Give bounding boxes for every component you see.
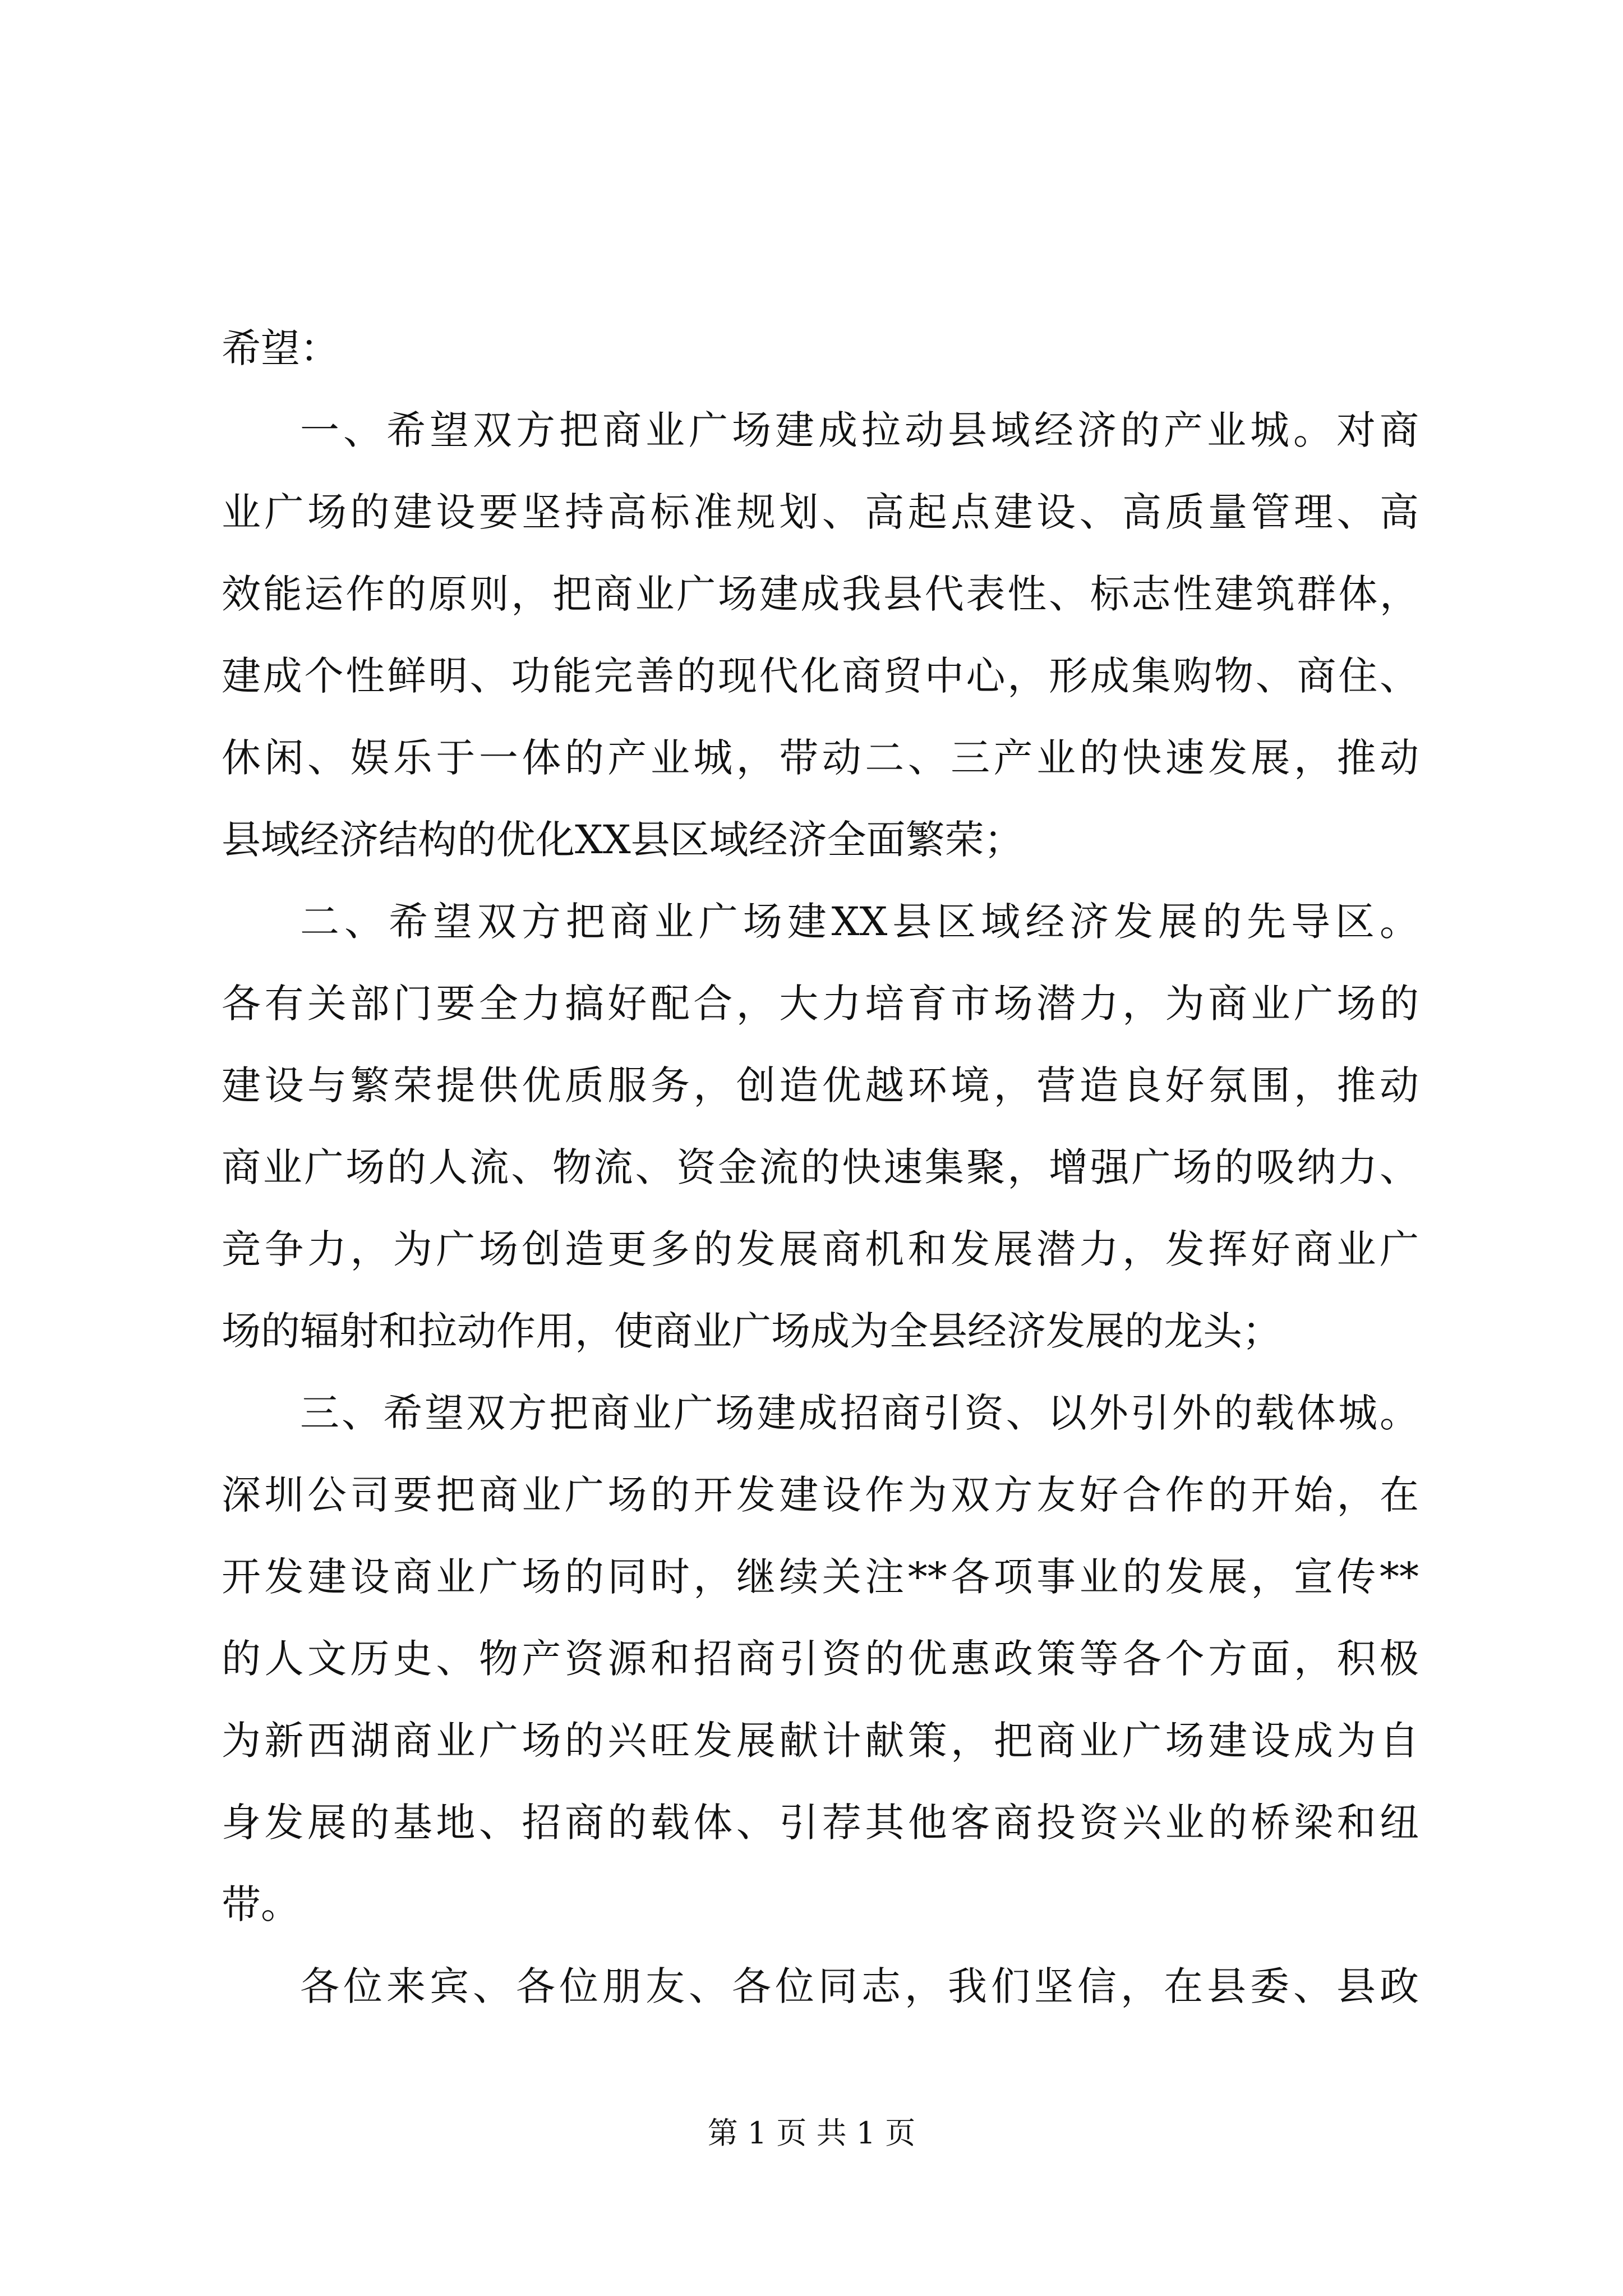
text-line: 竞争力，为广场创造更多的发展商机和发展潜力，发挥好商业广 xyxy=(222,1226,1419,1272)
text-line: 希望： xyxy=(222,325,339,371)
text-line: 建成个性鲜明、功能完善的现代化商贸中心，形成集购物、商住、 xyxy=(222,653,1419,699)
document-body xyxy=(222,307,1419,2027)
text-line: 身发展的基地、招商的载体、引荐其他客商投资兴业的桥梁和纽 xyxy=(222,1800,1419,1846)
text-line: 为新西湖商业广场的兴旺发展献计献策，把商业广场建设成为自 xyxy=(222,1718,1419,1764)
paragraph-4-line: 各位来宾、各位朋友、各位同志，我们坚信，在县委、县政 xyxy=(300,1963,1419,2009)
text-line: 建设与繁荣提供优质服务，创造优越环境，营造良好氛围，推动 xyxy=(222,1062,1419,1108)
text-line: 带。 xyxy=(222,1881,300,1927)
text-line: 县域经济结构的优化XX县区域经济全面繁荣； xyxy=(222,817,1023,863)
paragraph-1-line: 一、希望双方把商业广场建成拉动县域经济的产业城。对商 xyxy=(300,407,1419,453)
text-line: 的人文历史、物产资源和招商引资的优惠政策等各个方面，积极 xyxy=(222,1636,1419,1682)
paragraph-2-line: 二、希望双方把商业广场建XX县区域经济发展的先导区。 xyxy=(300,899,1419,945)
page-number-footer: 第 1 页 共 1 页 xyxy=(707,2115,916,2151)
text-line: 深圳公司要把商业广场的开发建设作为双方友好合作的开始，在 xyxy=(222,1472,1419,1518)
text-line: 休闲、娱乐于一体的产业城，带动二、三产业的快速发展，推动 xyxy=(222,735,1419,781)
text-line: 商业广场的人流、物流、资金流的快速集聚，增强广场的吸纳力、 xyxy=(222,1144,1419,1190)
text-line: 效能运作的原则，把商业广场建成我县代表性、标志性建筑群体， xyxy=(222,571,1419,617)
text-line: 业广场的建设要坚持高标准规划、高起点建设、高质量管理、高 xyxy=(222,489,1419,535)
text-line: 场的辐射和拉动作用，使商业广场成为全县经济发展的龙头； xyxy=(222,1308,1281,1354)
text-line: 各有关部门要全力搞好配合，大力培育市场潜力，为商业广场的 xyxy=(222,981,1419,1027)
paragraph-3-line: 三、希望双方把商业广场建成招商引资、以外引外的载体城。 xyxy=(300,1390,1419,1436)
text-line: 开发建设商业广场的同时，继续关注**各项事业的发展，宣传** xyxy=(222,1554,1419,1600)
